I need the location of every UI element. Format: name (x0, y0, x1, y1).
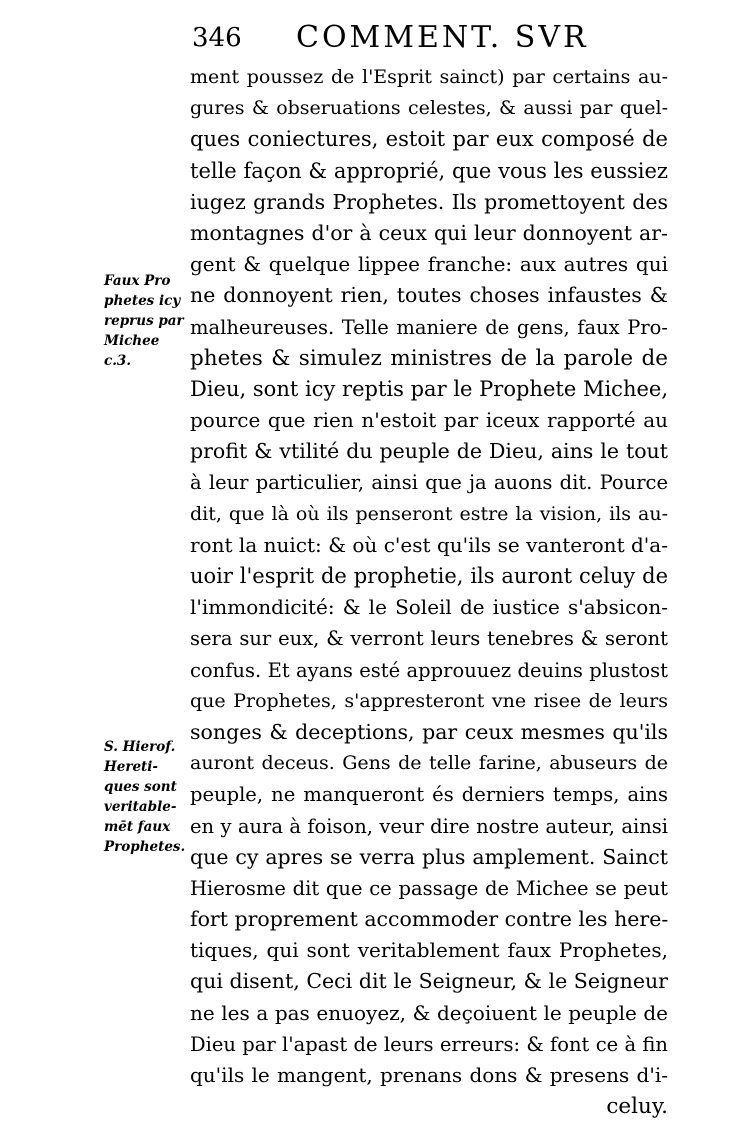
text-line: ront la nuict: & où c'est qu'ils se vanteront d'a- (190, 532, 668, 557)
text-line: ne les a pas enuoyez, & deçoiuent le peuple de (190, 1000, 668, 1025)
text-line: dit, que là où ils penseront estre la vision, ils au- (190, 502, 668, 525)
text-line: ques coniectures, estoit par eux composé de (190, 127, 668, 152)
text-line: auront deceus. Gens de telle farine, abuseurs de (190, 752, 668, 775)
text-line: Dieu, sont icy reptis par le Prophete Michee, (190, 376, 668, 401)
margin-note-line: reprus par (104, 313, 184, 329)
text-line: gent & quelque lippee franche: aux autres qui (190, 252, 668, 277)
text-line: malheureuses. Telle maniere de gens, faux Pro- (190, 315, 668, 339)
running-head (192, 18, 662, 58)
margin-note-line: Prophetes. (104, 839, 186, 855)
text-line: profit & vtilité du peuple de Dieu, ains le tout (190, 439, 668, 464)
text-line: que Prophetes, s'appresteront vne risee de leurs (190, 689, 668, 712)
text-line: qui disent, Ceci dit le Seigneur, & le Seigneur (190, 969, 668, 994)
page-number: 346 (192, 23, 242, 53)
text-line: gures & obseruations celestes, & aussi par quel- (190, 97, 668, 120)
text-line: iugez grands Prophetes. Ils promettoyent des (190, 189, 668, 214)
margin-note-line: Faux Pro (104, 273, 171, 289)
text-line: confus. Et ayans esté approuuez deuins plustost (190, 658, 668, 682)
text-line: celuy. (606, 1094, 668, 1120)
margin-note-false-prophets (104, 271, 186, 371)
margin-note-line: Hereti- (104, 759, 159, 775)
text-line: Dieu par l'apast de leurs erreurs: & font ce à fin (190, 1032, 668, 1056)
margin-note-line: mēt faux (104, 819, 171, 835)
text-line: ment poussez de l'Esprit sainct) par certains au- (190, 66, 668, 88)
text-line: à leur particulier, ainsi que ja auons dit. Pource (190, 471, 668, 495)
text-line: que cy apres se verra plus amplement. Sainct (190, 844, 668, 869)
text-line: telle façon & approprié, que vous les eussiez (190, 158, 668, 183)
text-line: tiques, qui sont veritablement faux Prophetes, (190, 938, 668, 963)
margin-note-line: ques sont (104, 779, 177, 795)
text-line: sera sur eux, & verront leurs tenebres & seront (190, 627, 668, 651)
text-line: uoir l'esprit de prophetie, ils auront celuy de (190, 564, 668, 588)
margin-note-line: Michee (104, 333, 160, 349)
text-line: fort proprement accommoder contre les here- (190, 907, 668, 932)
margin-note-line: c.3. (104, 353, 132, 369)
margin-note-line: veritable- (104, 799, 177, 815)
text-line: songes & deceptions, par ceux mesmes qu'ils (190, 719, 668, 744)
text-line: en y aura à foison, veur dire nostre auteur, ainsi (190, 814, 668, 838)
body-text (190, 62, 668, 1122)
text-line: ne donnoyent rien, toutes choses infaustes & (190, 283, 668, 308)
text-line: pource que rien n'estoit par iceux rapporté au (190, 408, 668, 433)
margin-note-line: S. Hierof. (104, 739, 176, 755)
text-line: phetes & simulez ministres de la parole de (190, 345, 668, 371)
text-line: peuple, ne manqueront és derniers temps, ains (190, 783, 668, 807)
text-line: Hierosme dit que ce passage de Michee se peut (190, 876, 668, 900)
margin-note-line: phetes icy (104, 293, 181, 309)
text-line: qu'ils le mangent, prenans dons & presens d'i- (190, 1063, 668, 1087)
margin-note-heretics (104, 737, 186, 857)
running-title: COMMENT. SVR (296, 20, 589, 55)
text-line: montagnes d'or à ceux qui leur donnoyent ar- (190, 220, 668, 245)
text-line: l'immondicité: & le Soleil de iustice s'absicon- (190, 595, 668, 620)
